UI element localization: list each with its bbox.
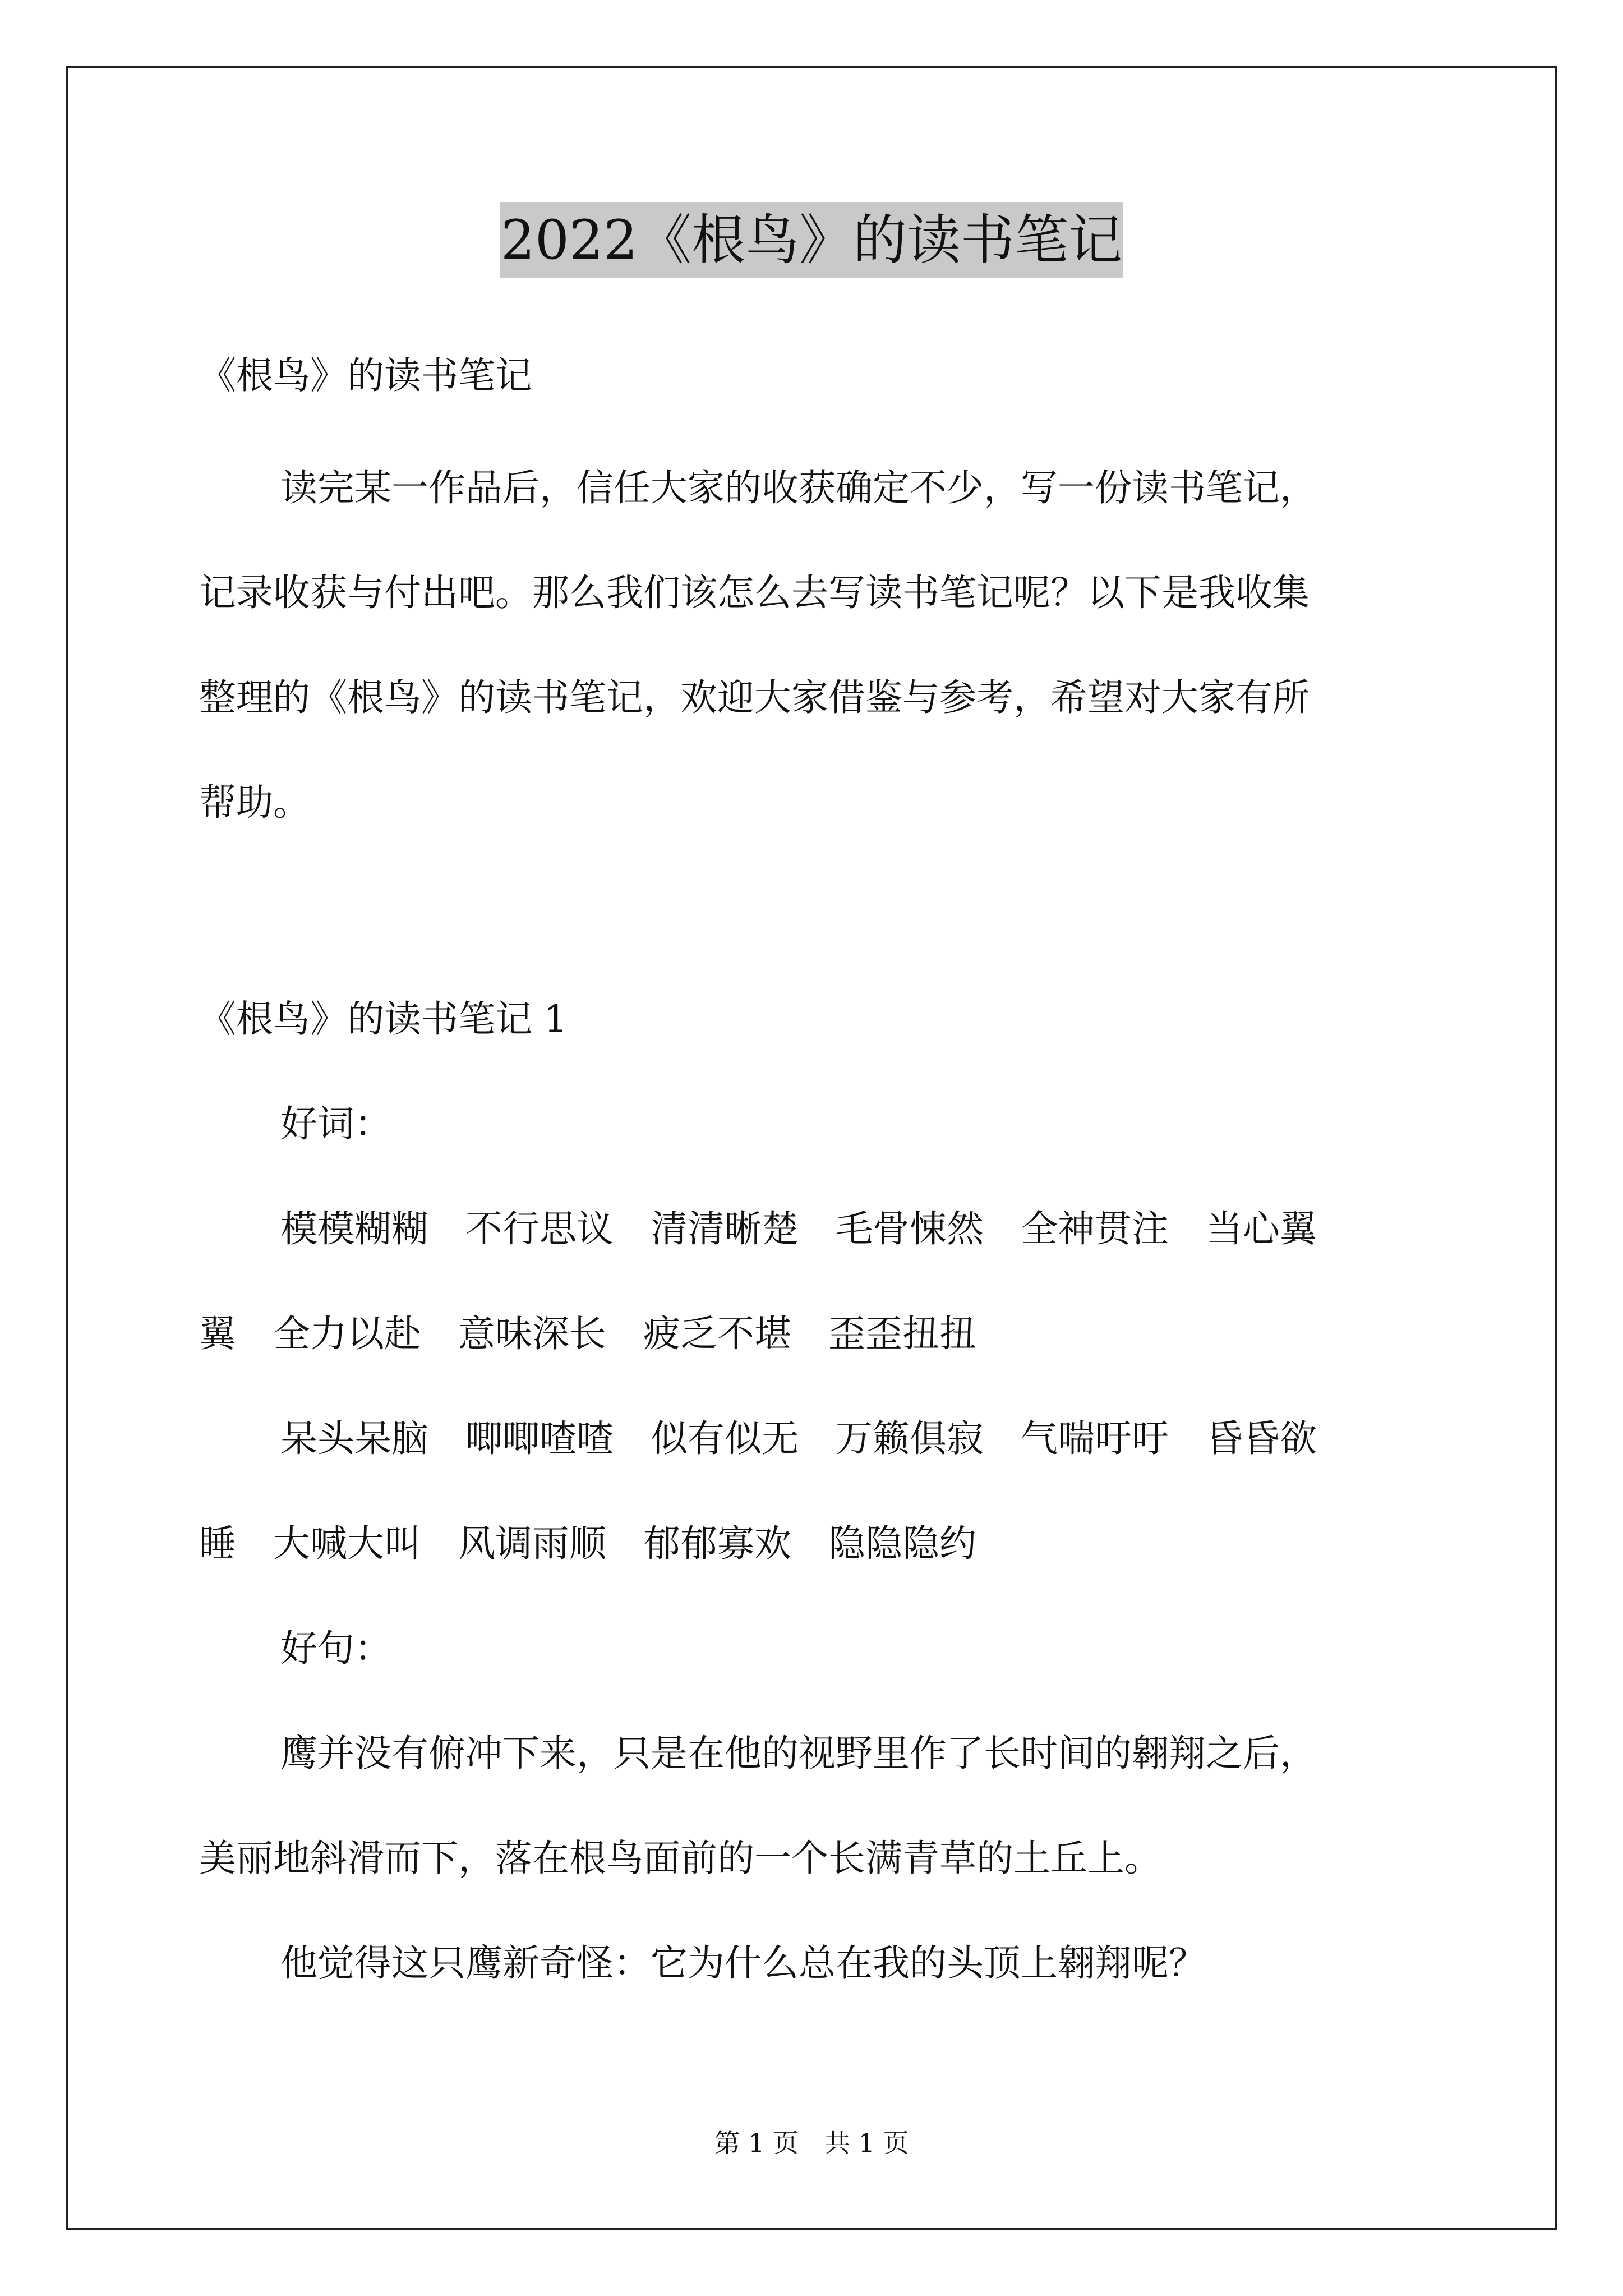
page-title: 2022《根鸟》的读书笔记: [500, 202, 1123, 278]
good-words-label: 好词：: [280, 1102, 391, 1145]
good-sentence-line-2: 美丽地斜滑而下，落在根鸟面前的一个长满青草的土丘上。: [199, 1837, 1161, 1880]
good-sentences-label: 好句：: [280, 1627, 391, 1670]
good-words-line-4: 睡 大喊大叫 风调雨顺 郁郁寡欢 隐隐隐约: [199, 1522, 976, 1565]
good-words-line-2: 翼 全力以赴 意味深长 疲乏不堪 歪歪扭扭: [199, 1312, 976, 1355]
intro-line-2: 记录收获与付出吧。那么我们该怎么去写读书笔记呢？以下是我收集: [199, 571, 1310, 614]
title-wrap: [0, 202, 1623, 278]
good-words-line-3: 呆头呆脑 唧唧喳喳 似有似无 万籁俱寂 气喘吁吁 昏昏欲: [280, 1417, 1317, 1460]
good-sentence-line-1: 鹰并没有俯冲下来，只是在他的视野里作了长时间的翱翔之后，: [280, 1732, 1317, 1775]
good-sentence-line-3: 他觉得这只鹰新奇怪：它为什么总在我的头顶上翱翔呢？: [280, 1941, 1206, 1985]
intro-line-1: 读完某一作品后，信任大家的收获确定不少，写一份读书笔记，: [280, 466, 1317, 509]
intro-line-4: 帮助。: [199, 781, 310, 824]
page-footer: 第 1 页 共 1 页: [714, 2128, 909, 2158]
good-words-line-1: 模模糊糊 不行思议 清清晰楚 毛骨悚然 全神贯注 当心翼: [280, 1207, 1317, 1250]
section-heading: 《根鸟》的读书笔记 1: [199, 997, 568, 1041]
intro-line-3: 整理的《根鸟》的读书笔记，欢迎大家借鉴与参考，希望对大家有所: [199, 676, 1310, 719]
subtitle: 《根鸟》的读书笔记: [199, 354, 532, 397]
